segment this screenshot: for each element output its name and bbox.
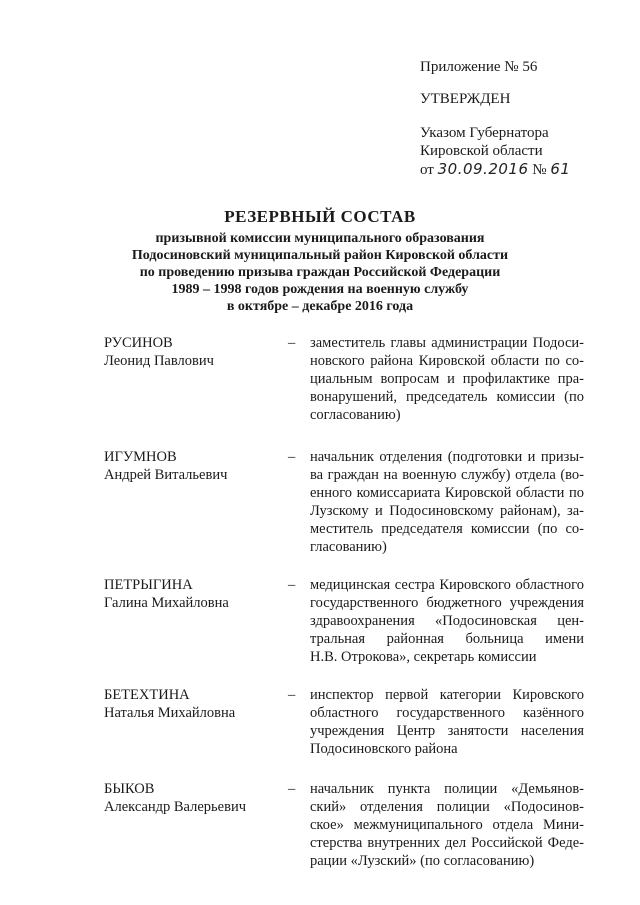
title-main: РЕЗЕРВНЫЙ СОСТАВ [224, 207, 416, 226]
member-surname: ИГУМНОВ [104, 449, 177, 465]
role-line: гласованию) [310, 539, 387, 555]
title-line-2: Подосиновский муниципальный район Кировской области [131, 248, 509, 263]
role-line: согласованию) [310, 407, 401, 423]
title-line-4: 1989 – 1998 годов рождения на военную службу [171, 282, 469, 297]
role-line: тральная районная больница имени [310, 631, 584, 647]
role-line: ский» отделения полиции «Подосинов- [310, 799, 584, 815]
decree-line-2: Кировской области [420, 143, 543, 159]
member-entry [104, 576, 604, 666]
role-line: заместитель главы администрации Подоси- [310, 335, 584, 351]
role-line: Подосиновского района [310, 741, 458, 757]
approved-label: УТВЕРЖДЕН [420, 91, 511, 107]
member-surname: ПЕТРЫГИНА [104, 577, 193, 593]
member-name [104, 576, 284, 666]
decree-date: 30.09.2016 [437, 160, 529, 178]
member-role [310, 576, 604, 666]
role-line: инспектор первой категории Кировского [310, 687, 584, 703]
role-line: ва граждан на военную службу) отдела (во- [310, 467, 584, 483]
decree-date-line [420, 160, 620, 179]
member-surname: РУСИНОВ [104, 335, 173, 351]
member-surname: БЕТЕХТИНА [104, 687, 190, 703]
role-line: начальник отделения (подготовки и призы- [310, 449, 584, 465]
member-dash: – [288, 577, 296, 593]
member-given-name: Андрей Витальевич [104, 467, 228, 483]
member-role [310, 780, 604, 870]
member-name [104, 448, 284, 556]
member-given-name: Галина Михайловна [104, 595, 229, 611]
member-given-name: Александр Валерьевич [104, 799, 246, 815]
role-line: енного комиссариата Кировской области по [310, 485, 584, 501]
role-line: начальник пункта полиции «Демьянов- [310, 781, 584, 797]
approval-block [420, 58, 620, 179]
member-given-name: Наталья Михайловна [104, 705, 236, 721]
member-dash: – [288, 687, 296, 703]
members-list [104, 334, 604, 870]
role-line: ское» межмуниципального отдела Мини- [310, 817, 584, 833]
title-line-3: по проведению призыва граждан Российской Федерации [139, 265, 501, 280]
date-prefix: от [420, 162, 434, 178]
member-surname: БЫКОВ [104, 781, 155, 797]
member-entry [104, 334, 604, 424]
title-line-5: в октябре – декабре 2016 года [226, 299, 414, 314]
appendix-number: Приложение № 56 [420, 59, 538, 75]
decree-line-1: Указом Губернатора [420, 125, 549, 141]
member-given-name: Леонид Павлович [104, 353, 214, 369]
role-line: медицинская сестра Кировского областного [310, 577, 584, 593]
member-dash: – [288, 335, 296, 351]
member-entry [104, 686, 604, 758]
member-role [310, 448, 604, 556]
member-dash: – [288, 449, 296, 465]
number-prefix: № [532, 162, 547, 178]
role-line: новского района Кировской области по со- [310, 353, 584, 369]
member-role [310, 686, 604, 758]
member-dash: – [288, 781, 296, 797]
role-line: областного государственного казённого [310, 705, 584, 721]
role-line: меститель председателя комиссии (по со- [310, 521, 584, 537]
member-name [104, 686, 284, 758]
role-line: вонарушений, председатель комиссии (по [310, 389, 584, 405]
member-role [310, 334, 604, 424]
role-line: Лузскому и Подосиновскому районам), за- [310, 503, 584, 519]
decree-number: 61 [550, 160, 571, 178]
role-line: Н.В. Отрокова», секретарь комиссии [310, 649, 537, 665]
role-line: государственного бюджетного учреждения [310, 595, 584, 611]
member-entry [104, 780, 604, 870]
role-line: циальным вопросам и профилактике пра- [310, 371, 584, 387]
title-line-1: призывной комиссии муниципального образования [155, 231, 485, 246]
role-line: учреждения Центр занятости населения [310, 723, 584, 739]
role-line: рации «Лузский» (по согласованию) [310, 853, 535, 869]
member-name [104, 334, 284, 424]
member-entry [104, 448, 604, 556]
member-name [104, 780, 284, 870]
document-title [60, 206, 580, 315]
role-line: стерства внутренних дел Российской Феде- [310, 835, 584, 851]
role-line: здравоохранения «Подосиновская цен- [310, 613, 584, 629]
